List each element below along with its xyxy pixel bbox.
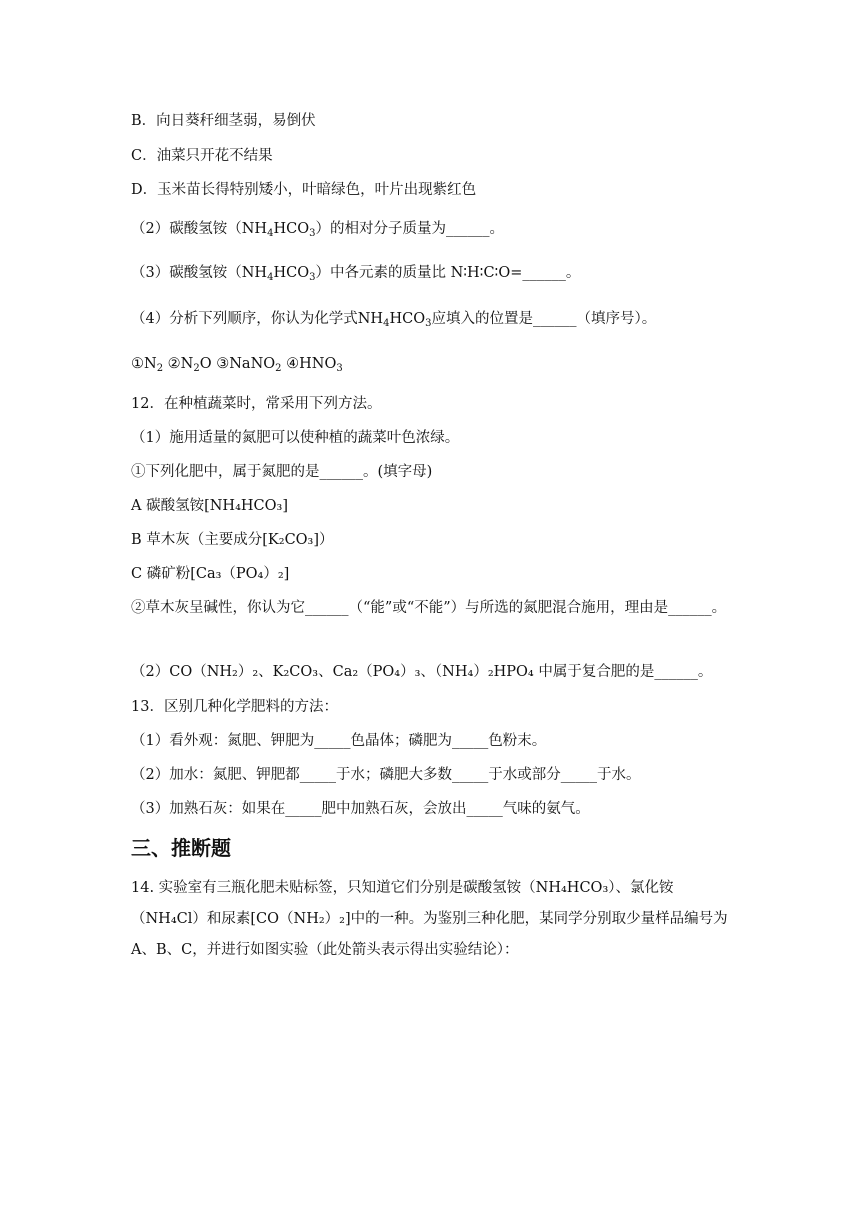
question-12-part-1a: ①下列化肥中，属于氮肥的是______。(填字母) [131, 464, 433, 480]
seq-marker-2: ② [167, 356, 181, 372]
section-heading: 三、推断题 [131, 836, 231, 860]
q3-text-post: ）中各元素的质量比 N∶H∶C∶O=______。 [315, 265, 581, 281]
q2-text-post: ）的相对分子质量为______。 [315, 221, 504, 237]
q2-text-pre: （2）碳酸氢铵（ [131, 221, 242, 237]
compound-sequence: $①N_2$ $②N_2O$ ③NaNO$_2$ $④HNO_3$ [131, 356, 343, 374]
q3-text-pre: （3）碳酸氢铵（ [131, 265, 242, 281]
question-4: （4）分析下列顺序，你认为化学式$NH_4HCO_3$应填入的位置是______（填序号）。 [131, 311, 657, 329]
question-2: （2）碳酸氢铵$(NH_4HCO_3)$的相对分子质量为______。 [131, 221, 504, 239]
question-12-part-1b: ②草木灰呈碱性，你认为它______（“能”或“不能”）与所选的氮肥混合施用，理由是______。 [131, 600, 727, 616]
question-13: 13．区别几种化学肥料的方法： [131, 699, 338, 715]
seq-marker-1: ① [131, 356, 144, 372]
question-13-part-1: （1）看外观：氮肥、钾肥为_____色晶体；磷肥为_____色粉末。 [131, 733, 547, 749]
option-a-ammonium-bicarbonate: A 碳酸氢铵[NH₄HCO₃] [131, 498, 288, 514]
question-12: 12．在种植蔬菜时，常采用下列方法。 [131, 396, 382, 412]
question-12-part-1: （1）施用适量的氮肥可以使种植的蔬菜叶色浓绿。 [131, 430, 460, 446]
question-13-part-3: （3）加熟石灰：如果在_____肥中加熟石灰，会放出_____气味的氨气。 [131, 801, 590, 817]
question-14: 14. 实验室有三瓶化肥未贴标签，只知道它们分别是碳酸氢铵（NH₄HCO₃）、氯化铵（NH₄Cl）和尿素[CO（NH₂）₂]中的一种。为鉴别三种化肥，某同学分别取少量样品编号为 A、B、C，并进行如图实验（此处箭头表示得出实验结论）： [131, 880, 728, 958]
q4-text-post: 应填入的位置是______（填序号）。 [431, 311, 657, 327]
option-d: D．玉米苗长得特别矮小，叶暗绿色，叶片出现紫红色 [131, 182, 477, 198]
question-12-part-2: （2）CO（NH₂）₂、K₂CO₃、Ca₂（PO₄）₃、（NH₄）₂HPO₄ 中属于复合肥的是______。 [131, 664, 713, 680]
option-b: B．向日葵秆细茎弱，易倒伏 [131, 113, 316, 129]
question-13-part-2: （2）加水：氮肥、钾肥都_____于水；磷肥大多数_____于水或部分_____于水。 [131, 767, 641, 783]
seq-marker-3: ③ [216, 356, 230, 372]
option-c: C．油菜只开花不结果 [131, 148, 273, 164]
option-c-phosphate-rock: C 磷矿粉[Ca₃（PO₄）₂] [131, 566, 290, 582]
seq-marker-4: ④ [286, 356, 300, 372]
q4-text-pre: （4）分析下列顺序，你认为化学式 [131, 311, 358, 327]
question-3: （3）碳酸氢铵$(NH_4HCO_3)$中各元素的质量比 N∶H∶C∶O=______。 [131, 265, 581, 283]
option-b-plant-ash: B 草木灰（主要成分[K₂CO₃]） [131, 532, 334, 548]
